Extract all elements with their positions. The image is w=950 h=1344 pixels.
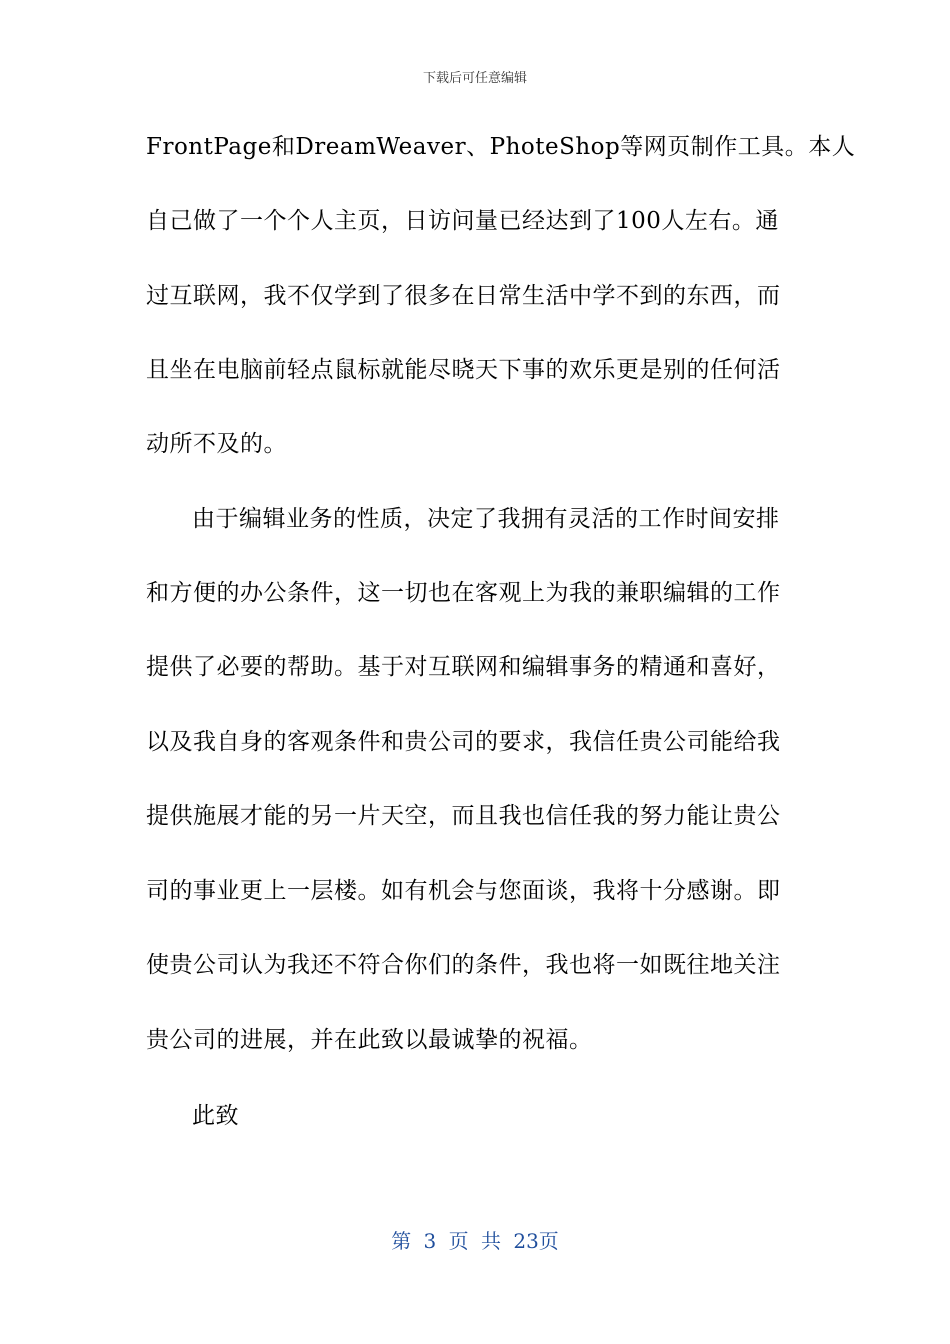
text-line: 贵公司的进展，并在此致以最诚挚的祝福。 — [146, 1027, 593, 1053]
text-line: FrontPage和DreamWeaver、PhoteShop等网页制作工具。本人 — [146, 134, 856, 160]
text-line: 自己做了一个个人主页，日访问量已经达到了100人左右。通 — [146, 208, 779, 234]
text-line: 过互联网，我不仅学到了很多在日常生活中学不到的东西，而 — [146, 283, 781, 309]
text-line: 提供施展才能的另一片天空，而且我也信任我的努力能让贵公 — [146, 803, 781, 829]
text-line: 司的事业更上一层楼。如有机会与您面谈，我将十分感谢。即 — [146, 878, 781, 904]
text-line: 以及我自身的客观条件和贵公司的要求，我信任贵公司能给我 — [146, 729, 781, 755]
text-line: 由于编辑业务的性质，决定了我拥有灵活的工作时间安排 — [192, 506, 780, 532]
closing-line: 此致 — [192, 1103, 239, 1129]
text-line: 和方便的办公条件，这一切也在客观上为我的兼职编辑的工作 — [146, 580, 781, 606]
text-line: 且坐在电脑前轻点鼠标就能尽晓天下事的欢乐更是别的任何活 — [146, 357, 781, 383]
text-line: 提供了必要的帮助。基于对互联网和编辑事务的精通和喜好， — [146, 654, 781, 680]
page-header: 下载后可任意编辑 — [422, 71, 527, 86]
text-line: 动所不及的。 — [146, 431, 287, 457]
text-line: 使贵公司认为我还不符合你们的条件，我也将一如既往地关注 — [146, 952, 781, 978]
page-number: 第 3 页 共 23页 — [391, 1229, 559, 1253]
